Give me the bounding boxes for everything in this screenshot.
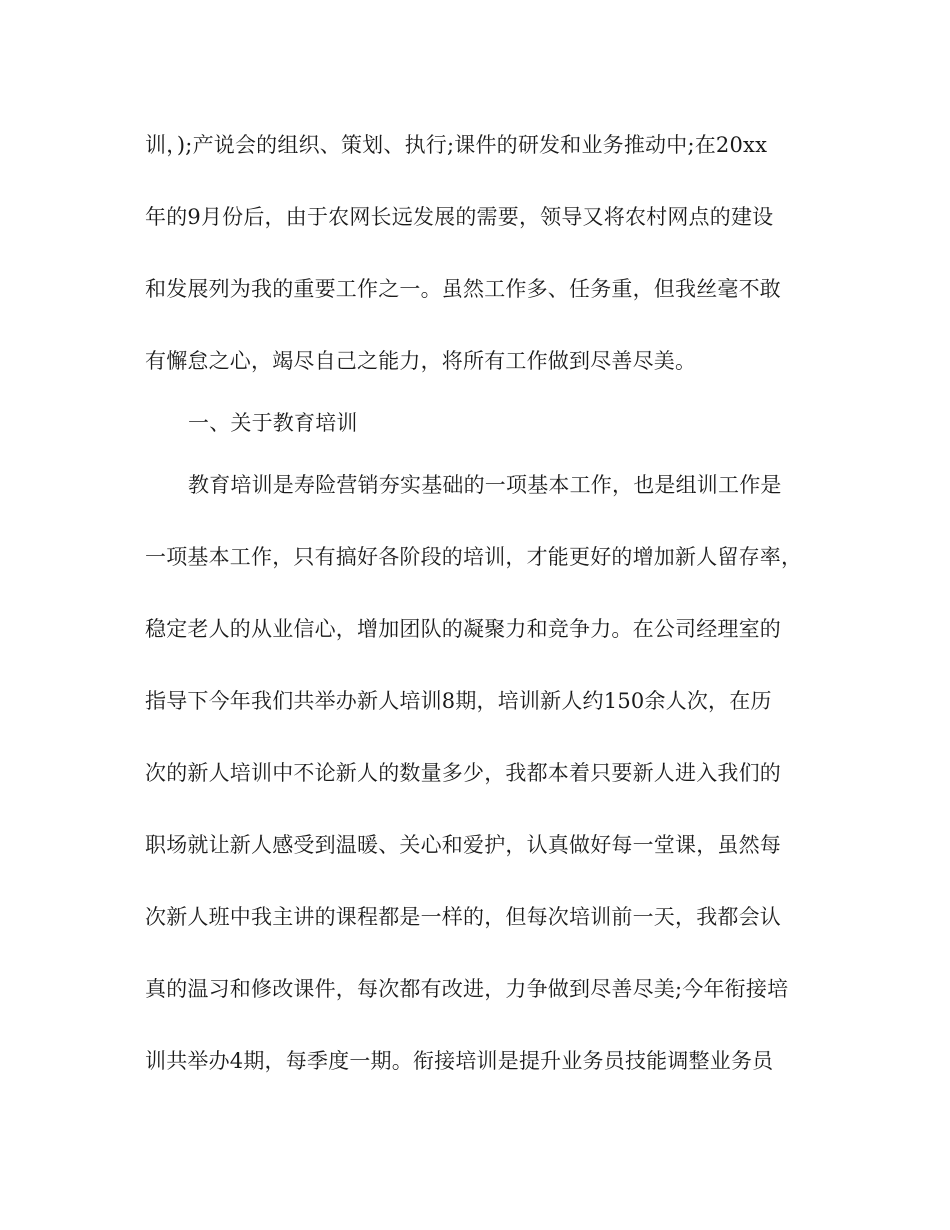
paragraph-line: 稳定老人的从业信心，增加团队的凝聚力和竞争力。在公司经理室的 (145, 617, 781, 641)
paragraph-line: 指导下今年我们共举办新人培训8期，培训新人约150余人次，在历 (145, 689, 772, 713)
paragraph-line: 训，);产说会的组织、策划、执行;课件的研发和业务推动中;在20xx (145, 133, 768, 157)
paragraph-line: 职场就让新人感受到温暖、关心和爱护，认真做好每一堂课，虽然每 (145, 833, 781, 857)
paragraph-line: 次新人班中我主讲的课程都是一样的，但每次培训前一天，我都会认 (145, 905, 781, 929)
paragraph-line: 真的温习和修改课件，每次都有改进，力争做到尽善尽美;今年衔接培 (145, 977, 789, 1001)
section-heading: 一、关于教育培训 (188, 411, 358, 435)
paragraph-line: 有懈怠之心，竭尽自己之能力，将所有工作做到尽善尽美。 (145, 349, 697, 373)
paragraph-line: 年的9月份后，由于农网长远发展的需要，领导又将农村网点的建设 (145, 205, 774, 229)
paragraph-line: 次的新人培训中不论新人的数量多少，我都本着只要新人进入我们的 (145, 761, 781, 785)
paragraph-line: 训共举办4期，每季度一期。衔接培训是提升业务员技能调整业务员 (145, 1049, 774, 1073)
paragraph-line: 和发展列为我的重要工作之一。虽然工作多、任务重，但我丝毫不敢 (145, 277, 781, 301)
paragraph-line: 一项基本工作，只有搞好各阶段的培训，才能更好的增加新人留存率， (145, 545, 803, 569)
paragraph-line: 教育培训是寿险营销夯实基础的一项基本工作，也是组训工作是 (188, 473, 782, 497)
